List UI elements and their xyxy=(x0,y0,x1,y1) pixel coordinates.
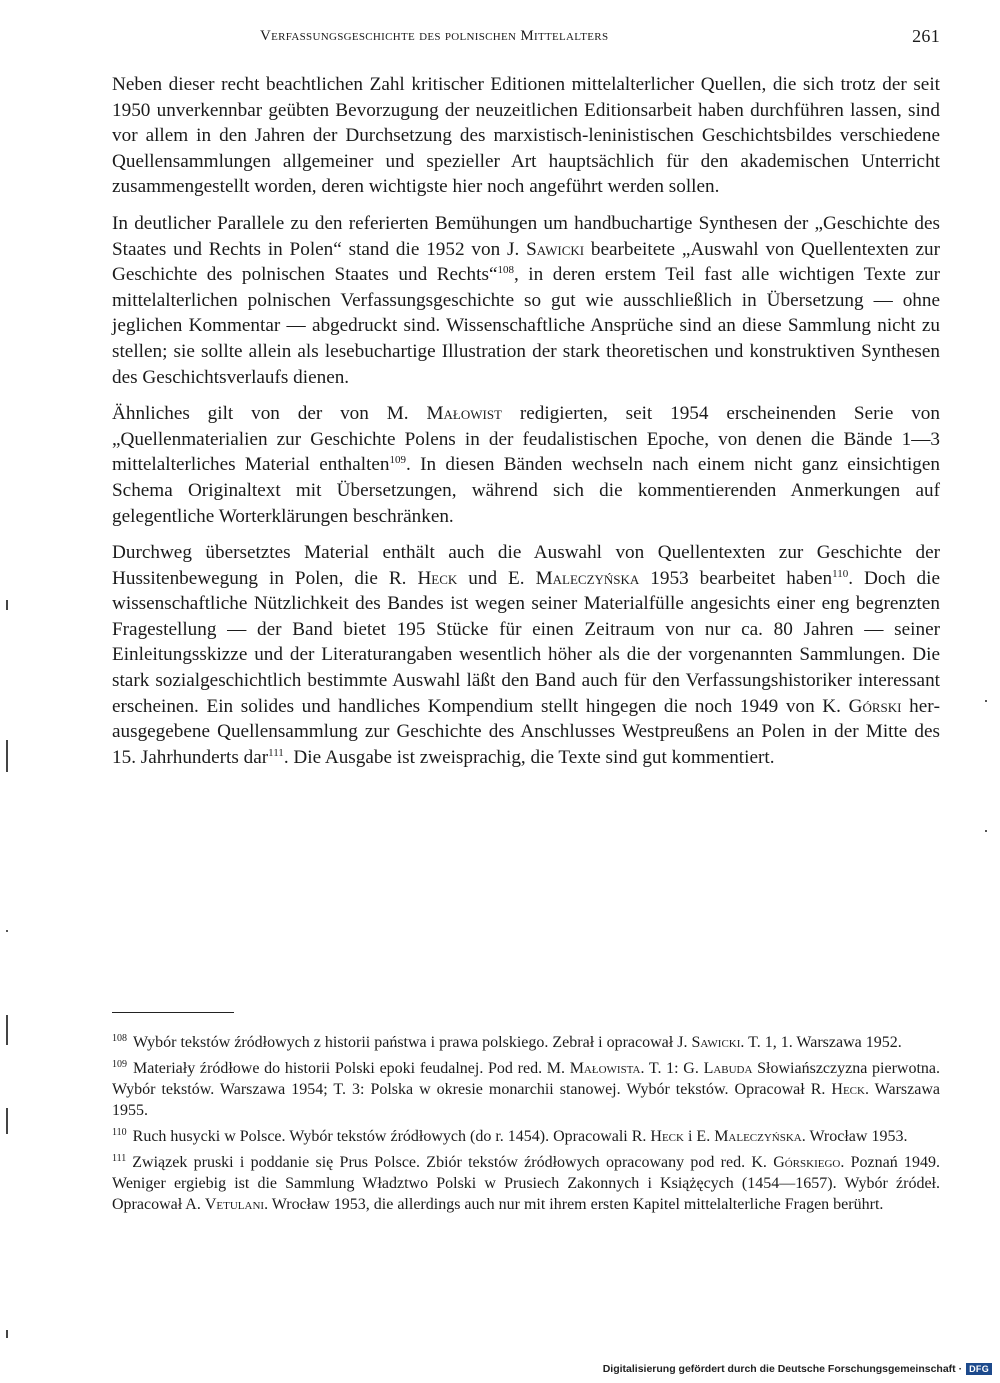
footnote-reference: 110 xyxy=(832,567,849,580)
text-run: . Wrocław 1953, die allerdings auch nur mit ihrem ersten Kapitel mittelalterliche Fragen berührt. xyxy=(264,1196,884,1213)
text-run: und E. xyxy=(457,567,536,589)
text-run: redigierten, seit 1954 erscheinenden Serie von „Quellenmaterialien zur Geschichte Polens in der feudalistischen Epoche, von denen die Bände 1—3 mittelalterliches Material enthalten xyxy=(112,403,940,476)
text-run: . Warszawa 1955. xyxy=(112,1081,940,1119)
text-run: herausgegebene Quellensammlung zur Geschichte des Anschlusses Westpreußens an Polen in der Mitte des 15. Jahrhunderts dar xyxy=(112,695,940,768)
text-run: i E. xyxy=(683,1128,715,1145)
text-run: In deutlicher Parallele zu den referierten Bemühungen um handbuchartige Synthesen der „Geschichte des Staates und Rechts in Polen“ stand die 1952 von J. xyxy=(112,212,940,260)
footnote xyxy=(112,1032,940,1053)
text-run: . T. 1, 1. Warszawa 1952. xyxy=(740,1034,902,1051)
footnote-reference: 111 xyxy=(268,746,284,759)
footnotes xyxy=(112,1032,940,1220)
running-title: Verfassungsgeschichte des polnischen Mittelalters xyxy=(260,28,609,44)
author-name: Sawicki xyxy=(526,238,585,260)
paragraph xyxy=(112,72,940,200)
author-name: Heck xyxy=(831,1081,865,1098)
footnote-reference: 108 xyxy=(497,264,514,277)
text-run: bearbeitete „Auswahl von Quellentexten zur Geschichte des polnischen Staates und Rechts“ xyxy=(112,238,940,286)
author-name: Małowist xyxy=(426,403,502,425)
author-name: Maleczyńska xyxy=(714,1128,802,1145)
page-number: 261 xyxy=(912,26,940,46)
text-run: Durchweg übersetztes Material enthält auch die Auswahl von Quellentexten zur Geschichte der Hussitenbewegung in Polen, die R. xyxy=(112,542,940,589)
author-name: Labuda xyxy=(703,1060,753,1077)
footnote xyxy=(112,1058,940,1121)
text-run: Ähnliches gilt von der von M. xyxy=(112,403,427,425)
footnote-number: 108 xyxy=(112,1033,127,1044)
text-run: , in deren erstem Teil fast alle wichtigen Texte zur mittelalterlichen polnischen Verfassungsgeschichte so gut wie ausschließlich in Übersetzung — ohne jeglichen Kommentar — abgedruckt sind. Wissenschaftliche Ansprüche sind an diese Sammlung nicht zu stellen; sie sollte allein als lesebuchartige Illustration der stark theoretischen und konstruktiven Synthesen des Geschichtsverlaufs dienen. xyxy=(112,264,940,388)
footnote-number: 111 xyxy=(112,1153,127,1164)
author-name: Heck xyxy=(417,567,458,589)
footnote xyxy=(112,1152,940,1215)
scan-mark xyxy=(6,740,8,772)
footnote xyxy=(112,1126,940,1147)
footnote-number: 110 xyxy=(112,1127,127,1138)
dfg-logo: DFG xyxy=(966,1363,992,1375)
text-run: . Wrocław 1953. xyxy=(801,1128,908,1145)
text-run: Związek pruski i poddanie się Prus Polsce. Zbiór tekstów źródłowych opracowany pod red. K. xyxy=(132,1154,774,1171)
digitization-note xyxy=(603,1361,992,1377)
paragraph xyxy=(112,540,940,770)
scan-dot xyxy=(985,700,987,702)
author-name: Górski xyxy=(848,695,902,717)
text-run: . In diesen Bänden wechseln nach einem nicht ganz einsichtigen Schema Originaltext mit Übersetzungen, während sich die kommentierenden Anmerkungen auf gelegentliche Worterklärungen beschränken. xyxy=(112,454,940,527)
text-run: Neben dieser recht beachtlichen Zahl kritischer Editionen mittelalterlicher Quellen, die sich trotz der seit 1950 unverkennbar geübten Bevorzugung der neuzeitlichen Editionsarbeit haben durchführen lassen, sind vor allem in den Jahren der Durchsetzung des marxistisch-leninistischen Geschichtsbildes verschiedene Quellensammlungen allgemeiner und spezieller Art hauptsächlich für den akademischen Unterricht zusammengestellt worden, deren wichtigste hier noch angeführt werden sollen. xyxy=(112,74,940,198)
paragraph xyxy=(112,401,940,529)
scan-mark xyxy=(6,1108,8,1134)
digitization-text: Digitalisierung gefördert durch die Deutsche Forschungsgemeinschaft · xyxy=(602,1363,963,1375)
scan-mark xyxy=(6,1015,8,1045)
text-run: . T. 1: G. xyxy=(640,1060,704,1077)
footnote-number: 109 xyxy=(112,1059,127,1070)
text-run: 1953 bearbeitet haben xyxy=(639,567,833,589)
footnote-rule xyxy=(112,1012,234,1013)
scan-dot xyxy=(985,830,987,832)
author-name: Sawicki xyxy=(691,1034,741,1051)
author-name: Małowista xyxy=(569,1060,641,1077)
text-run: Materiały źródłowe do historii Polski epoki feudalnej. Pod red. M. xyxy=(133,1060,570,1077)
scan-dot xyxy=(6,930,8,932)
text-run: . Poznań 1949. Weniger ergiebig ist die Sammlung Władztwo Polski w Prusiech Zakonnych i Książęcych (1454—1657). Wybór źródeł. Opracował A. xyxy=(112,1154,940,1213)
paragraph xyxy=(112,211,940,390)
text-run: Słowiańszczyzna pierwotna. Wybór tekstów. Warszawa 1954; T. 3: Polska w okresie monarchii stanowej. Wybór tekstów. Opracował R. xyxy=(112,1060,941,1098)
scan-mark xyxy=(6,600,8,610)
author-name: Maleczyńska xyxy=(535,567,640,589)
text-run: . Doch die wissenschaftliche Nützlichkeit des Bandes ist wegen seiner Materialfülle angesichts einer eng begrenzten Fragestellung — der Band bietet 195 Stücke für einen Zeitraum von nur ca. 80 Jahren — seiner Einleitungsskizze und der Literaturangaben wesentlich höher als die der vorgenannten Sammlungen. Die stark sozialgeschichtlich bestimmte Auswahl läßt den Band auch für den Verfassungshistoriker interessant erscheinen. Ein solides und handliches Kompendium stellt hingegen die noch 1949 von K. xyxy=(112,567,940,717)
author-name: Heck xyxy=(650,1128,684,1145)
scan-margin-marks xyxy=(0,0,20,1383)
author-name: Górskiego xyxy=(773,1154,841,1171)
running-head xyxy=(112,26,940,50)
author-name: Vetulani xyxy=(204,1196,265,1213)
footnote-reference: 109 xyxy=(389,454,407,467)
text-run: Ruch husycki w Polsce. Wybór tekstów źródłowych (do r. 1454). Opracowali R. xyxy=(132,1128,651,1145)
text-run: . Die Ausgabe ist zweisprachig, die Texte sind gut kommentiert. xyxy=(283,746,775,768)
body-text xyxy=(112,72,940,781)
scan-mark xyxy=(6,1330,8,1338)
text-run: Wybór tekstów źródłowych z historii państwa i prawa polskiego. Zebrał i opracował J. xyxy=(133,1034,692,1051)
